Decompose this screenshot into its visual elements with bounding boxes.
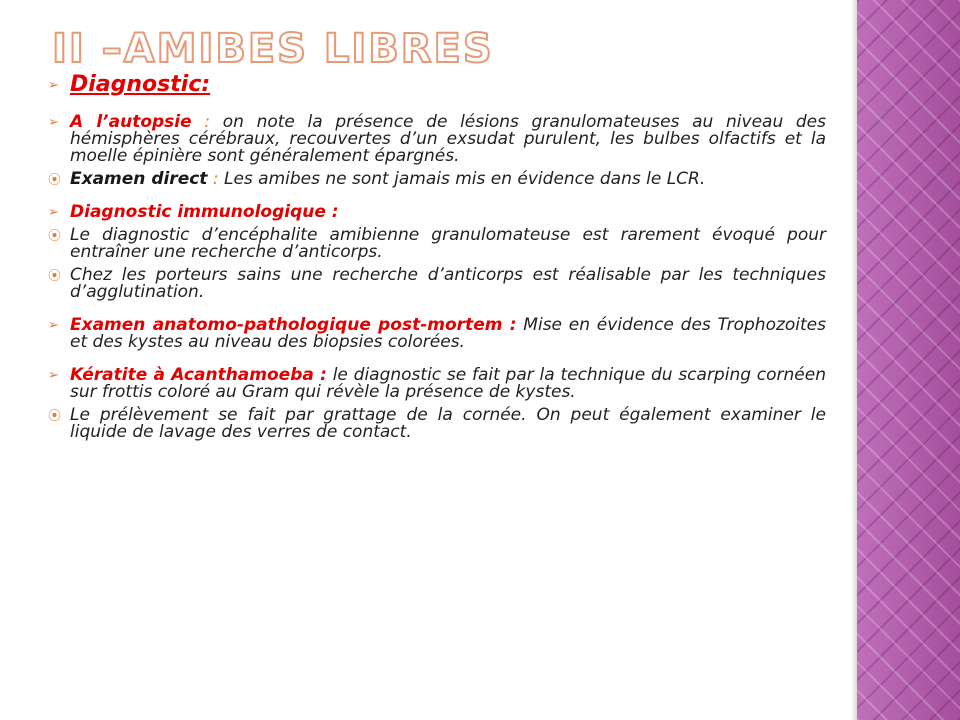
keratite-text: le diagnostic se fait par la technique du scarping cornéen sur frottis coloré au Gram qui révèle la présence de kystes. (70, 365, 826, 402)
heading-label: Diagnostic: (70, 72, 211, 97)
examen-direct-label: Examen direct (70, 169, 208, 189)
paragraph-anatomo (48, 317, 826, 351)
heading-diagnostic (48, 72, 826, 98)
list-item-immuno-1 (48, 227, 826, 261)
list-item-immuno-2 (48, 267, 826, 301)
autopsie-label: A l’autopsie (70, 112, 192, 132)
examen-direct-text: Les amibes ne sont jamais mis en évidence dans le LCR. (218, 169, 706, 189)
slide-body (48, 72, 826, 441)
arrow-bullet-icon: ➢ (48, 78, 59, 93)
keratite-label: Kératite à Acanthamoeba : (70, 365, 327, 385)
anatomo-label: Examen anatomo-pathologique post-mortem : (70, 315, 517, 335)
arrow-bullet-icon: ➢ (48, 115, 59, 130)
paragraph-examen-direct (48, 171, 826, 188)
autopsie-text: on note la présence de lésions granulomateuses au niveau des hémisphères cérébraux, recouvertes d’un exsudat purulent, les bulbes olfactifs et la moelle épinière sont généralement épargnés. (70, 112, 826, 166)
immuno-item-text: Le diagnostic d’encéphalite amibienne granulomateuse est rarement évoqué pour entraîner une recherche d’anticorps. (70, 225, 826, 262)
paragraph-autopsie (48, 114, 826, 165)
arrow-bullet-icon: ➢ (48, 205, 59, 220)
anatomo-text: Mise en évidence des Trophozoites et des kystes au niveau des biopsies colorées. (70, 315, 826, 352)
heading-immuno (48, 204, 826, 221)
circle-bullet-icon: ⦿ (48, 269, 62, 284)
arrow-bullet-icon: ➢ (48, 318, 59, 333)
decorative-side-panel (857, 0, 960, 720)
list-item-keratite-1 (48, 407, 826, 441)
slide-title: II –AMIBES LIBRES (52, 26, 494, 72)
circle-bullet-icon: ⦿ (48, 409, 62, 424)
paragraph-keratite (48, 367, 826, 401)
circle-bullet-icon: ⦿ (48, 173, 62, 188)
arrow-bullet-icon: ➢ (48, 368, 59, 383)
autopsie-separator: : (191, 112, 211, 132)
circle-bullet-icon: ⦿ (48, 229, 62, 244)
keratite-item-text: Le prélèvement se fait par grattage de la cornée. On peut également examiner le liquide de lavage des verres de contact. (70, 405, 826, 442)
immuno-item-text: Chez les porteurs sains une recherche d’anticorps est réalisable par les techniques d’agglutination. (70, 265, 826, 302)
examen-direct-separator: : (207, 169, 219, 189)
immuno-label: Diagnostic immunologique : (70, 202, 339, 222)
